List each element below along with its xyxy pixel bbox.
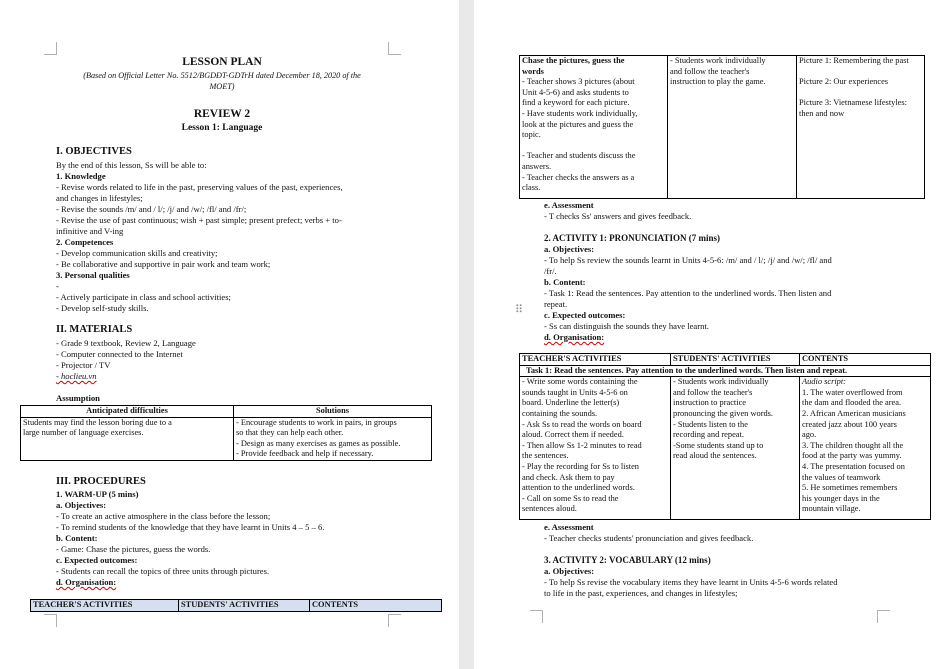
teacher-activities-cell [520,56,668,199]
table-row [520,377,931,520]
materials-link[interactable]: - hoclieu.vn [56,371,97,381]
competences-heading: 2. Competences [56,237,114,247]
table-header: STUDENTS' ACTIVITIES [671,354,800,366]
activity1-outcomes: - Ss can distinguish the sounds they have learnt. [544,321,709,331]
cell-line: topic. [522,130,541,140]
materials-line: - Projector / TV [56,360,111,370]
materials-line: - Grade 9 textbook, Review 2, Language [56,338,196,348]
document-subtitle [56,71,388,92]
cell-line: - Students work individually [670,56,766,65]
cell-line: ago. [802,430,817,440]
cell-line: - Have students work individually, [522,108,638,118]
table-row [31,600,442,612]
cell-line: find a keyword for each picture. [522,98,630,108]
materials-line: - Computer connected to the Internet [56,349,183,359]
cell-line: look at the pictures and guess the [522,119,634,129]
cell-line: 1. The water overflowed from [802,387,903,397]
objectives-intro: By the end of this lesson, Ss will be able to: [56,160,207,170]
assumption-table [20,405,432,461]
personal-qualities-heading: 3. Personal qualities [56,270,130,280]
personal-line: - Actively participate in class and school activities; [56,292,231,302]
cell-line: sounds taught in Units 4-5-6 on [522,387,628,397]
cell-line: read aloud the sentences. [673,451,757,461]
knowledge-line: and changes in lifestyles; [56,193,143,203]
cell-line: 4. The presentation focused on [802,461,905,471]
cell-line: mountain village. [802,504,861,514]
procedures-heading: III. PROCEDURES [56,476,146,487]
cell-line: 3. The children thought all the [802,440,904,450]
crop-mark [877,610,890,623]
cell-line: - Students listen to the [673,419,748,429]
activity1-content: repeat. [544,299,568,309]
cell-line: - Encourage students to work in pairs, in groups [236,417,397,427]
cell-line: - Play the recording for Ss to listen [522,461,639,471]
objectives-label: a. Objectives: [544,566,595,576]
cell-spacer [799,67,922,78]
assessment-text: - T checks Ss' answers and gives feedback. [544,211,692,221]
cell-line: - Teacher checks the answers as a [522,172,635,182]
cell-line: - Students work individually [673,377,769,387]
cell-line: - Teacher and students discuss the [522,151,636,161]
crop-mark [44,42,57,55]
table-cell [234,417,432,460]
objectives-label: a. Objectives: [544,244,595,254]
cell-line: class. [522,183,541,193]
table-row [21,417,432,460]
personal-line: - Develop self-study skills. [56,303,149,313]
cell-line: sentences aloud. [522,504,577,514]
cell-line: - Ask Ss to read the words on board [522,419,642,429]
cell-line: large number of language exercises. [23,428,144,438]
content-label: b. Content: [544,277,586,287]
cell-line: attention to the underlined words. [522,483,635,493]
cell-line: -Some students stand up to [673,440,764,450]
warmup-outcomes: - Students can recall the topics of three units through pictures. [56,566,270,576]
activity1-content: - Task 1: Read the sentences. Pay attention to the underlined words. Then listen and [544,288,832,298]
cell-line: created jazz about 100 years [802,419,897,429]
cell-line: the dam and flooded the area. [802,398,902,408]
table-header: CONTENTS [310,600,442,612]
cell-line: so that they can help each other. [236,428,344,438]
table-header: TEACHER'S ACTIVITIES [520,354,671,366]
table-header: Anticipated difficulties [21,406,234,418]
warmup-objective: - To remind students of the knowledge that they have learnt in Units 4 – 5 – 6. [56,522,325,532]
subtitle-line: MOET) [209,81,235,91]
contents-cell [800,377,931,520]
cell-line: board. Underline the letter(s) [522,398,620,408]
cell-line: his younger days in the [802,493,880,503]
crop-mark [388,614,401,627]
knowledge-line: - Revise words related to life in the past, preserving values of the past, experiences, [56,182,343,192]
knowledge-line: - Revise the use of past continuous; wish + past simple; present prefect; verbs + to- [56,215,342,225]
assessment-label: e. Assessment [544,200,594,210]
cell-line: 5. He sometimes remembers [802,483,898,493]
cell-line: instruction to practice [673,398,747,408]
assessment-label: e. Assessment [544,522,594,532]
crop-mark [388,42,401,55]
teacher-activities-cell [520,377,671,520]
document-page-2 [474,0,951,669]
cell-line: recording and repeat. [673,430,744,440]
activities-table-header [30,599,442,612]
warmup-heading: 1. WARM-UP (5 mins) [56,489,139,499]
lesson-plan-title: LESSON PLAN [182,56,262,68]
lesson-title: Lesson 1: Language [181,123,263,133]
drag-handle-icon[interactable]: ⠿ [515,303,525,316]
content-label: b. Content: [56,533,98,543]
cell-line: Picture 2: Our experiences [799,77,889,87]
cell-line: answers. [522,161,552,171]
cell-line: and follow the teacher's [673,387,753,397]
assumption-label: Assumption [56,393,100,403]
cell-line: instruction to play the game. [670,77,766,87]
cell-line: pronouncing the given words. [673,408,774,418]
cell-line: and follow the teacher's [670,66,750,76]
objectives-label: a. Objectives: [56,500,107,510]
cell-line: the sentences. [522,451,569,461]
subtitle-line: (Based on Official Letter No. 5512/BGDĐT-GDTrH dated December 18, 2020 of the [83,71,361,80]
cell-spacer [522,141,665,152]
cell-line: food at the party was yummy. [802,451,902,461]
student-activities-cell [668,56,797,199]
organisation-label: d. Organisation: [56,577,117,587]
activity1-heading: 2. ACTIVITY 1: PRONUNCIATION (7 mins) [544,233,721,243]
table-cell [21,417,234,460]
cell-line: aloud. Correct them if needed. [522,430,624,440]
knowledge-line: - Revise the sounds /m/ and / l/; /j/ and /w/; /fl/ and /fr/; [56,204,247,214]
activity2-objective: to life in the past, experiences, and changes in lifestyles; [544,588,738,598]
cell-line: - Then allow Ss 1-2 minutes to read [522,440,642,450]
assessment-text: - Teacher checks students' pronunciation and gives feedback. [544,533,754,543]
cell-line: - Call on some Ss to read the [522,493,619,503]
competences-line: - Be collaborative and supportive in pair work and team work; [56,259,271,269]
cell-line: - Design as many exercises as games as possible. [236,438,401,448]
crop-mark [530,610,543,623]
outcomes-label: c. Expected outcomes: [544,310,626,320]
cell-line: 2. African American musicians [802,408,906,418]
cell-line: - Provide feedback and help if necessary. [236,449,374,459]
cell-line: Unit 4-5-6) and asks students to [522,87,629,97]
cell-line: - Write some words containing the [522,377,638,387]
activity2-objective: - To help Ss revise the vocabulary items they have learnt in Units 4-5-6 words related [544,577,838,587]
cell-line: Picture 1: Remembering the past [799,56,909,65]
table-header: STUDENTS' ACTIVITIES [179,600,310,612]
pronunciation-activities-table [519,353,931,520]
cell-line: words [522,66,544,76]
cell-line: Picture 3: Vietnamese lifestyles: [799,98,907,108]
crop-mark [44,614,57,627]
activity1-objective: /fr/. [544,266,557,276]
contents-cell [797,56,925,199]
knowledge-line: infinitive and V-ing [56,226,124,236]
review-title: REVIEW 2 [193,108,251,120]
cell-line: then and now [799,108,845,118]
table-header: TEACHER'S ACTIVITIES [31,600,179,612]
objectives-heading: I. OBJECTIVES [56,146,132,157]
warmup-activities-table [519,55,925,199]
audio-script-label: Audio script: [802,377,846,387]
cell-line: - Teacher shows 3 pictures (about [522,77,635,87]
table-row [520,354,931,366]
competences-line: - Develop communication skills and creativity; [56,248,218,258]
activity1-objective: - To help Ss review the sounds learnt in Units 4-5-6: /m/ and / l/; /j/ and /w/; /fl/ and [544,255,832,265]
cell-line: the values of teamwork [802,472,881,482]
table-row [21,406,432,418]
warmup-objective: - To create an active atmosphere in the class before the lesson; [56,511,271,521]
warmup-content: - Game: Chase the pictures, guess the words. [56,544,211,554]
cell-line: and check. Ask them to pay [522,472,615,482]
table-header: CONTENTS [800,354,931,366]
table-row [520,365,931,377]
table-header: Solutions [234,406,432,418]
document-page-1 [0,0,459,669]
cell-line: containing the sounds. [522,408,598,418]
cell-line: Students may find the lesson boring due to a [23,417,172,427]
personal-line: - [56,281,59,291]
outcomes-label: c. Expected outcomes: [56,555,138,565]
knowledge-heading: 1. Knowledge [56,171,106,181]
student-activities-cell [671,377,800,520]
cell-line: Chase the pictures, guess the [522,56,625,65]
materials-heading: II. MATERIALS [56,324,133,335]
task-row: Task 1: Read the sentences. Pay attention to the underlined words. Then listen and repeat. [520,365,931,377]
organisation-label: d. Organisation: [544,332,605,342]
cell-spacer [799,88,922,99]
activity2-heading: 3. ACTIVITY 2: VOCABULARY (12 mins) [544,555,711,565]
table-row [520,56,925,199]
